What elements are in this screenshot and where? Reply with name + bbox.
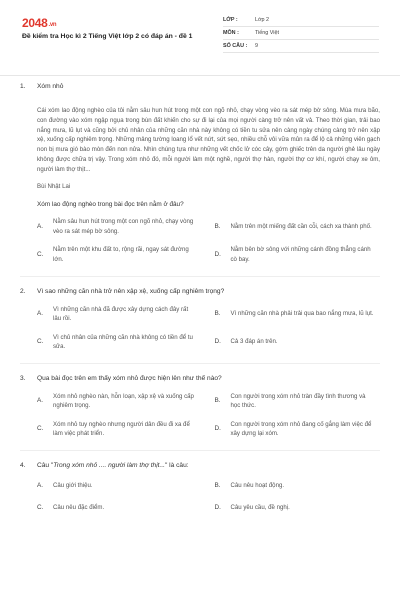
question-text: Xóm lao động nghèo trong bài đọc trên nằm ở đâu?: [37, 200, 184, 208]
question-header: [20, 82, 380, 92]
option-letter: C.: [37, 250, 44, 258]
question-header: [20, 374, 380, 384]
option-a[interactable]: [37, 216, 203, 238]
option-text: Con người trong xóm nhỏ đang cố gắng làm việc để xây dựng lại xóm.: [230, 420, 372, 438]
exam-content: [0, 82, 400, 515]
option-letter: A.: [37, 222, 44, 230]
document-title: Đề kiểm tra Học kì 2 Tiếng Việt lớp 2 có đáp án - đề 1: [22, 33, 193, 40]
question-header: [20, 461, 380, 471]
logo-text: 2048: [22, 16, 48, 30]
reading-passage: Cái xóm lao động nghèo của tôi nằm sâu hun hút trong một con ngõ nhỏ, chạy vòng vèo ra sát mép bờ sông. Mùa mưa bão, con đường vào xóm ngập ngụa trong bùn đất khiến cho sự đi lại của mọi người càng trở nên vất vả. Theo thời gian, trải bao nắng mưa, lũ lụt và cũng bởi chủ nhân của những căn nhà này không có tiền tu sửa nên càng ngày chúng càng trở nên xập xệ, xuống cấp nghiêm trọng. Những mảng tường loang lổ vết nứt, sứt sẹo, nhiều chỗ vôi vữa mủn ra để lộ cả những viên gạch non bị mưa gió bào mòn đến non nửa. Nhìn chúng tựa như những vết chốc lở cóc cây, gớm ghiếc trên da người ghẻ lâu ngày không được chữa trị vậy. Trong xóm nhỏ đó, mỗi người làm một nghề, người thợ hàn, người thợ cơ khí, người chạy xe ôm, người làm thợ thịt...: [37, 107, 380, 173]
logo-suffix: .vn: [48, 22, 57, 28]
option-letter: B.: [214, 222, 221, 230]
answer-options: [37, 216, 380, 266]
option-b[interactable]: [215, 303, 381, 325]
meta-label: SỐ CÂU :: [223, 42, 248, 49]
option-text: Câu nêu đặc điểm.: [53, 503, 105, 511]
meta-value: Tiếng Việt: [255, 29, 279, 36]
option-text: Vì những căn nhà phải trải qua bao nắng mưa, lũ lụt.: [230, 310, 374, 318]
site-logo[interactable]: [22, 14, 56, 33]
option-letter: B.: [214, 310, 221, 318]
passage-author: Bùi Nhật Lai: [37, 183, 71, 191]
question-number: 1.: [20, 83, 26, 90]
option-b[interactable]: [215, 390, 381, 412]
option-a[interactable]: [37, 390, 203, 412]
option-c[interactable]: [37, 331, 203, 353]
answer-options: [37, 303, 380, 353]
option-text: Câu yêu cầu, đề nghị.: [230, 503, 290, 511]
option-letter: C.: [37, 425, 44, 433]
question-number: 2.: [20, 287, 26, 295]
option-text: Nằm trên một miếng đất cần cỗi, cách xa thành phố.: [230, 223, 372, 231]
meta-value: Lớp 2: [255, 16, 270, 23]
answer-options: [37, 477, 380, 515]
option-b[interactable]: [215, 216, 381, 238]
meta-label: LỚP :: [223, 16, 238, 23]
option-text: Nằm bên bờ sông với những cánh đồng thẳng cánh cò bay.: [230, 246, 371, 263]
question-number: 3.: [20, 375, 26, 383]
meta-row-subject: [223, 27, 379, 40]
option-c[interactable]: [37, 418, 203, 440]
option-d[interactable]: [215, 418, 381, 440]
option-d[interactable]: [215, 499, 381, 515]
option-letter: D.: [214, 503, 221, 511]
option-b[interactable]: [215, 477, 381, 493]
option-c[interactable]: [37, 499, 203, 515]
meta-row-class: [223, 14, 379, 27]
option-d[interactable]: [215, 244, 381, 266]
option-text: Xóm nhỏ nghèo nàn, hỗn loạn, xập xệ và xuống cấp nghiêm trọng.: [53, 392, 194, 410]
option-a[interactable]: [37, 477, 203, 493]
option-text: Nằm sâu hun hút trong một con ngõ nhỏ, chạy vòng vèo ra sát mép bờ sông.: [53, 218, 194, 235]
question-text: [37, 461, 380, 471]
option-letter: D.: [214, 338, 221, 346]
option-a[interactable]: [37, 303, 203, 325]
option-letter: B.: [214, 481, 221, 489]
option-letter: D.: [214, 425, 221, 433]
meta-label: MÔN :: [223, 29, 239, 36]
question-text: Vì sao những căn nhà trở nên xập xệ, xuống cấp nghiêm trọng?: [37, 287, 225, 295]
option-d[interactable]: [215, 331, 381, 353]
question-number: 4.: [20, 462, 26, 470]
option-text: Xóm nhỏ tuy nghèo nhưng người dân đều đi xa để làm việc phát triển.: [53, 420, 190, 438]
header-divider: [0, 75, 400, 76]
answer-options: [37, 390, 380, 440]
option-text: Câu giới thiệu.: [53, 481, 93, 489]
meta-box: [223, 14, 379, 53]
page-header: [0, 0, 400, 70]
meta-value: 9: [255, 42, 258, 49]
option-text: Câu nêu hoạt động.: [230, 481, 285, 489]
question-1: [20, 82, 380, 266]
question-2: [20, 277, 380, 353]
option-text: Nằm trên một khu đất to, rộng rãi, ngay sát đường lớn.: [53, 246, 189, 263]
option-text: Con người trong xóm nhỏ tràn đầy tình thương và học thức.: [230, 392, 366, 410]
option-c[interactable]: [37, 244, 203, 266]
question-header: [20, 287, 380, 297]
option-text: Vì chủ nhân của những căn nhà không có tiền để tu sửa.: [53, 333, 193, 351]
passage-title: Xóm nhỏ: [37, 83, 64, 90]
quoted-sentence: Trong xóm nhỏ .... người làm thợ thịt...: [53, 462, 165, 470]
question-4: [20, 451, 380, 515]
option-letter: A.: [37, 481, 44, 489]
question-text-after: " là câu:: [165, 462, 189, 470]
option-letter: B.: [214, 397, 221, 405]
option-letter: A.: [37, 397, 44, 405]
option-letter: C.: [37, 338, 44, 346]
option-text: Cả 3 đáp án trên.: [230, 338, 278, 346]
question-text: Qua bài đọc trên em thấy xóm nhỏ được hiện lên như thế nào?: [37, 375, 222, 383]
meta-row-count: [223, 40, 379, 53]
question-3: [20, 364, 380, 440]
question-text-before: Câu ": [37, 462, 54, 470]
option-letter: A.: [37, 310, 44, 318]
option-letter: D.: [214, 250, 221, 258]
option-letter: C.: [37, 503, 44, 511]
option-text: Vì những căn nhà đã được xây dựng cách đây rất lâu rồi.: [53, 305, 189, 323]
